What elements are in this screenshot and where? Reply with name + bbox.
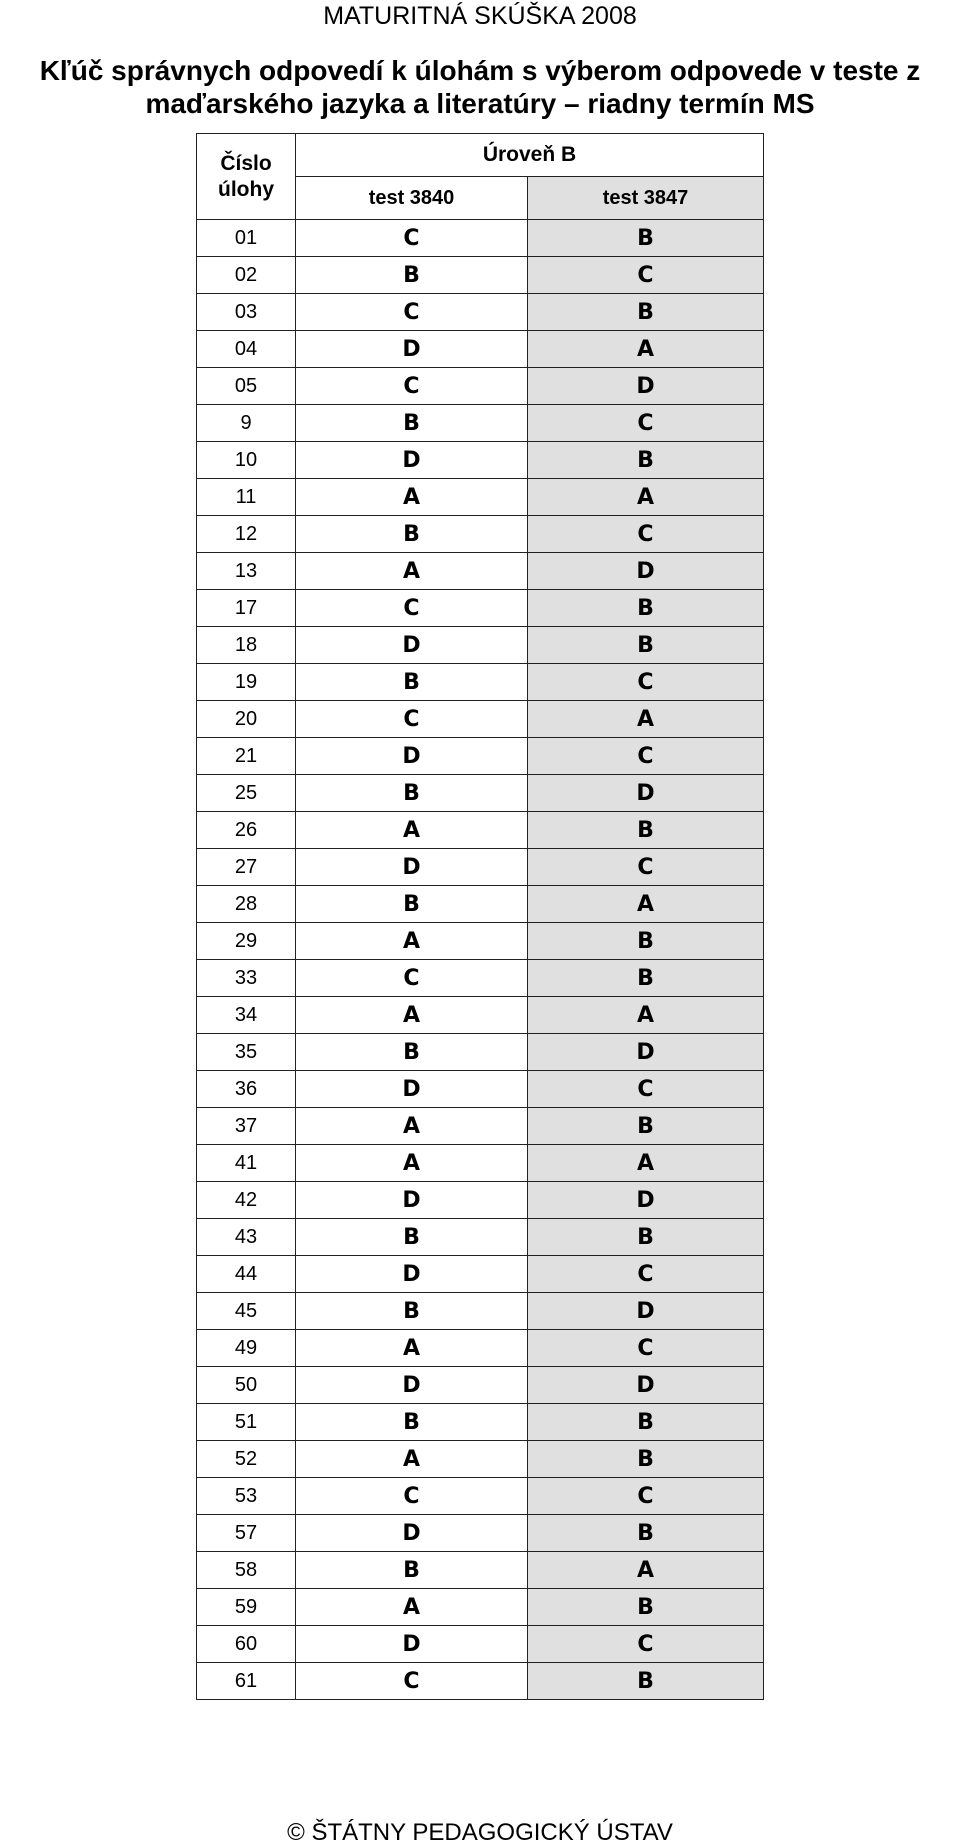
task-number-cell: 60: [197, 1626, 296, 1663]
test-a-answer-cell: A: [296, 553, 528, 590]
test-a-answer-cell: A: [296, 923, 528, 960]
table-row: [197, 1367, 764, 1404]
test-a-answer-cell: B: [296, 775, 528, 812]
table-row: [197, 331, 764, 368]
test-b-answer-cell: C: [528, 664, 764, 701]
title-line-1: Kľúč správnych odpovedí k úlohám s výberom odpovede v teste z: [39, 55, 921, 86]
table-row: [197, 923, 764, 960]
test-b-answer-cell: B: [528, 442, 764, 479]
test-b-answer-cell: C: [528, 257, 764, 294]
test-b-answer-cell: B: [528, 1404, 764, 1441]
table-row: [197, 1071, 764, 1108]
table-row: [197, 627, 764, 664]
test-b-answer-cell: A: [528, 701, 764, 738]
task-number-cell: 29: [197, 923, 296, 960]
test-b-answer-cell: B: [528, 1663, 764, 1700]
test-a-answer-cell: A: [296, 1108, 528, 1145]
test-a-answer-cell: A: [296, 1145, 528, 1182]
task-number-cell: 11: [197, 479, 296, 516]
table-row: [197, 1515, 764, 1552]
test-a-answer-cell: D: [296, 738, 528, 775]
task-number-cell: 33: [197, 960, 296, 997]
table-row: [197, 664, 764, 701]
table-row: [197, 1330, 764, 1367]
task-number-cell: 43: [197, 1219, 296, 1256]
table-row: [197, 701, 764, 738]
task-number-cell: 25: [197, 775, 296, 812]
test-a-answer-cell: C: [296, 590, 528, 627]
test-b-answer-cell: B: [528, 1441, 764, 1478]
task-number-header-line2: úlohy: [218, 177, 274, 201]
answer-rows: [197, 220, 764, 1700]
task-number-cell: 12: [197, 516, 296, 553]
test-b-answer-cell: C: [528, 1071, 764, 1108]
task-number-cell: 53: [197, 1478, 296, 1515]
test-b-answer-cell: C: [528, 405, 764, 442]
test-a-answer-cell: B: [296, 257, 528, 294]
test-a-answer-cell: D: [296, 331, 528, 368]
table-row: [197, 1589, 764, 1626]
task-number-cell: 50: [197, 1367, 296, 1404]
test-b-answer-cell: A: [528, 1145, 764, 1182]
test-a-answer-cell: B: [296, 1293, 528, 1330]
table-row: [197, 1404, 764, 1441]
task-number-cell: 21: [197, 738, 296, 775]
task-number-cell: 61: [197, 1663, 296, 1700]
test-b-answer-cell: A: [528, 1552, 764, 1589]
table-row: [197, 516, 764, 553]
table-row: [197, 1219, 764, 1256]
table-row: [197, 479, 764, 516]
task-number-cell: 58: [197, 1552, 296, 1589]
task-number-cell: 27: [197, 849, 296, 886]
test-b-answer-cell: A: [528, 997, 764, 1034]
test-a-answer-cell: B: [296, 1219, 528, 1256]
answer-key-table: [196, 133, 764, 1700]
test-b-answer-cell: B: [528, 960, 764, 997]
test-b-answer-cell: C: [528, 1478, 764, 1515]
test-b-answer-cell: A: [528, 331, 764, 368]
test-a-answer-cell: C: [296, 1663, 528, 1700]
task-number-cell: 28: [197, 886, 296, 923]
table-row: [197, 1034, 764, 1071]
page-footer: © ŠTÁTNY PEDAGOGICKÝ ÚSTAV: [287, 1819, 673, 1846]
test-a-answer-cell: C: [296, 701, 528, 738]
table-row: [197, 590, 764, 627]
table-row: [197, 368, 764, 405]
test-b-answer-cell: B: [528, 220, 764, 257]
test-b-answer-cell: C: [528, 849, 764, 886]
table-row: [197, 1663, 764, 1700]
test-a-answer-cell: D: [296, 849, 528, 886]
task-number-cell: 26: [197, 812, 296, 849]
test-b-answer-cell: D: [528, 1367, 764, 1404]
test-b-answer-cell: B: [528, 1219, 764, 1256]
table-row: [197, 960, 764, 997]
task-number-cell: 45: [197, 1293, 296, 1330]
task-number-cell: 35: [197, 1034, 296, 1071]
test-a-answer-cell: D: [296, 627, 528, 664]
test-b-answer-cell: A: [528, 479, 764, 516]
test-a-answer-cell: B: [296, 1552, 528, 1589]
table-row: [197, 442, 764, 479]
table-row: [197, 220, 764, 257]
test-b-answer-cell: C: [528, 1330, 764, 1367]
test-b-answer-cell: B: [528, 627, 764, 664]
test-a-answer-cell: A: [296, 479, 528, 516]
task-number-cell: 9: [197, 405, 296, 442]
test-b-answer-cell: D: [528, 1182, 764, 1219]
test-a-answer-cell: A: [296, 1441, 528, 1478]
test-b-answer-cell: D: [528, 553, 764, 590]
table-row: [197, 1145, 764, 1182]
task-number-header: [197, 134, 296, 220]
test-a-answer-cell: A: [296, 1330, 528, 1367]
test-a-answer-cell: D: [296, 1626, 528, 1663]
test-b-answer-cell: D: [528, 1034, 764, 1071]
task-number-cell: 37: [197, 1108, 296, 1145]
test-a-answer-cell: B: [296, 405, 528, 442]
test-a-answer-cell: C: [296, 960, 528, 997]
page-title: [0, 54, 960, 120]
task-number-cell: 36: [197, 1071, 296, 1108]
test-a-answer-cell: D: [296, 442, 528, 479]
test-a-answer-cell: C: [296, 368, 528, 405]
task-number-cell: 41: [197, 1145, 296, 1182]
task-number-header-line1: Číslo: [220, 151, 272, 175]
table-row: [197, 738, 764, 775]
test-a-answer-cell: B: [296, 1404, 528, 1441]
test-a-answer-cell: B: [296, 886, 528, 923]
test-b-answer-cell: D: [528, 368, 764, 405]
test-a-answer-cell: C: [296, 1478, 528, 1515]
task-number-cell: 05: [197, 368, 296, 405]
table-row: [197, 812, 764, 849]
task-number-cell: 51: [197, 1404, 296, 1441]
task-number-cell: 10: [197, 442, 296, 479]
test-a-header: test 3840: [296, 177, 528, 220]
test-b-answer-cell: C: [528, 738, 764, 775]
table-row: [197, 1626, 764, 1663]
test-b-answer-cell: B: [528, 1589, 764, 1626]
task-number-cell: 42: [197, 1182, 296, 1219]
task-number-cell: 04: [197, 331, 296, 368]
task-number-cell: 52: [197, 1441, 296, 1478]
table-row: [197, 257, 764, 294]
task-number-cell: 01: [197, 220, 296, 257]
test-a-answer-cell: D: [296, 1256, 528, 1293]
test-a-answer-cell: D: [296, 1071, 528, 1108]
test-a-answer-cell: B: [296, 516, 528, 553]
task-number-cell: 49: [197, 1330, 296, 1367]
task-number-cell: 17: [197, 590, 296, 627]
test-a-answer-cell: D: [296, 1515, 528, 1552]
test-a-answer-cell: A: [296, 1589, 528, 1626]
table-row: [197, 553, 764, 590]
test-b-answer-cell: B: [528, 1515, 764, 1552]
test-a-answer-cell: D: [296, 1367, 528, 1404]
test-b-answer-cell: D: [528, 1293, 764, 1330]
table-row: [197, 1256, 764, 1293]
table-row: [197, 1441, 764, 1478]
test-b-answer-cell: B: [528, 294, 764, 331]
table-row: [197, 886, 764, 923]
table-row: [197, 997, 764, 1034]
test-b-answer-cell: D: [528, 775, 764, 812]
table-row: [197, 1293, 764, 1330]
test-a-answer-cell: C: [296, 220, 528, 257]
task-number-cell: 19: [197, 664, 296, 701]
test-a-answer-cell: C: [296, 294, 528, 331]
title-line-2: maďarského jazyka a literatúry – riadny termín MS: [145, 88, 815, 119]
test-b-answer-cell: B: [528, 812, 764, 849]
test-b-answer-cell: B: [528, 590, 764, 627]
page-header: MATURITNÁ SKÚŠKA 2008: [323, 2, 637, 30]
test-b-header: test 3847: [528, 177, 764, 220]
table-row: [197, 1552, 764, 1589]
task-number-cell: 13: [197, 553, 296, 590]
test-a-answer-cell: B: [296, 1034, 528, 1071]
test-a-answer-cell: A: [296, 997, 528, 1034]
table-row: [197, 294, 764, 331]
task-number-cell: 20: [197, 701, 296, 738]
table-row: [197, 1182, 764, 1219]
task-number-cell: 18: [197, 627, 296, 664]
test-b-answer-cell: A: [528, 886, 764, 923]
test-a-answer-cell: D: [296, 1182, 528, 1219]
table-row: [197, 849, 764, 886]
task-number-cell: 03: [197, 294, 296, 331]
test-a-answer-cell: A: [296, 812, 528, 849]
test-b-answer-cell: C: [528, 1626, 764, 1663]
table-row: [197, 405, 764, 442]
task-number-cell: 44: [197, 1256, 296, 1293]
table-row: [197, 775, 764, 812]
test-b-answer-cell: C: [528, 516, 764, 553]
test-b-answer-cell: B: [528, 923, 764, 960]
test-b-answer-cell: B: [528, 1108, 764, 1145]
table-row: [197, 1478, 764, 1515]
test-a-answer-cell: B: [296, 664, 528, 701]
level-header: Úroveň B: [296, 134, 764, 177]
test-b-answer-cell: C: [528, 1256, 764, 1293]
task-number-cell: 34: [197, 997, 296, 1034]
task-number-cell: 57: [197, 1515, 296, 1552]
table-row: [197, 1108, 764, 1145]
task-number-cell: 59: [197, 1589, 296, 1626]
task-number-cell: 02: [197, 257, 296, 294]
